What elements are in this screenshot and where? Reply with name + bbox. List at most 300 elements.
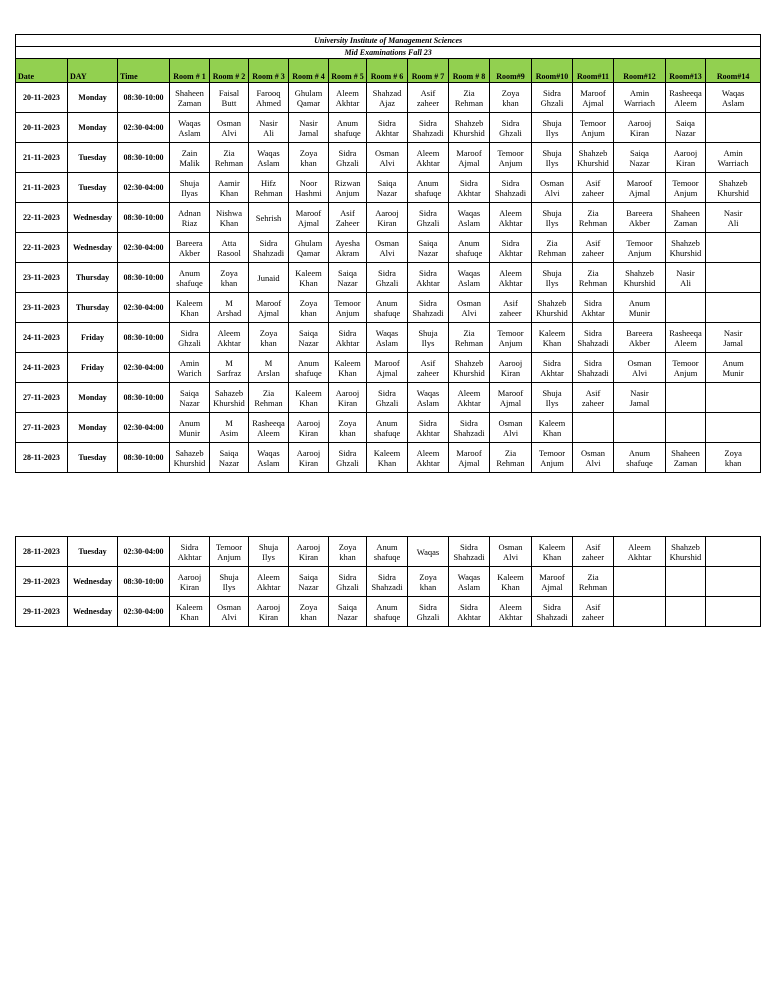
room-cell (289, 263, 329, 293)
table-row (16, 143, 761, 173)
invigilator-name: Aleem Akhtar (335, 87, 360, 108)
room-cell (573, 263, 614, 293)
room-cell (170, 567, 210, 597)
column-header: Room # 6 (367, 59, 408, 83)
room-cell (329, 233, 367, 263)
invigilator-name: Ghulam Qamar (294, 237, 323, 258)
invigilator-name: Sidra Shahzadi (412, 117, 444, 138)
invigilator-name: Aarooj Kiran (627, 117, 652, 138)
room-cell (449, 203, 490, 233)
room-cell (289, 383, 329, 413)
invigilator-name: Sidra Akhtar (457, 177, 481, 198)
room-cell (666, 597, 706, 627)
room-cell (614, 83, 666, 113)
invigilator-name: Sidra Shahzadi (577, 357, 609, 378)
time-cell: 02:30-04:00 (118, 173, 170, 203)
invigilator-name: Osman Alvi (498, 541, 523, 562)
room-cell (329, 353, 367, 383)
room-cell (408, 203, 449, 233)
room-cell (449, 323, 490, 353)
day-cell: Thursday (68, 263, 118, 293)
room-cell (249, 293, 289, 323)
room-cell (329, 413, 367, 443)
room-cell (614, 173, 666, 203)
invigilator-name: Sidra Shahzadi (371, 571, 403, 592)
date-cell: 28-11-2023 (16, 537, 68, 567)
invigilator-name: Aamir Khan (218, 177, 240, 198)
time-cell: 08:30-10:00 (118, 567, 170, 597)
room-cell (706, 173, 761, 203)
invigilator-name: Waqas Aslam (257, 447, 280, 468)
day-cell: Wednesday (68, 233, 118, 263)
room-cell (170, 233, 210, 263)
invigilator-name: Temoor Anjum (579, 117, 607, 138)
date-cell: 22-11-2023 (16, 203, 68, 233)
invigilator-name: Kaleem Khan (176, 601, 203, 622)
date-cell: 28-11-2023 (16, 443, 68, 473)
room-cell (367, 597, 408, 627)
room-cell (249, 323, 289, 353)
room-cell (666, 203, 706, 233)
room-cell (706, 233, 761, 263)
invigilator-name: Aleem Akhtar (498, 267, 523, 288)
invigilator-name: Maroof Ajmal (626, 177, 653, 198)
invigilator-name: Zia Rehman (578, 267, 608, 288)
room-cell (706, 83, 761, 113)
room-cell (490, 173, 532, 203)
room-cell (170, 353, 210, 383)
invigilator-name: Maroof Ajmal (295, 207, 322, 228)
room-cell (329, 143, 367, 173)
invigilator-name: Amin Warich (177, 357, 202, 378)
invigilator-name: Sidra Ghzali (336, 447, 359, 468)
invigilator-name: Sidra Shahzadi (577, 327, 609, 348)
room-cell (573, 233, 614, 263)
invigilator-name: Zia Rehman (214, 147, 244, 168)
invigilator-name: Sahazeb Khurshid (173, 447, 206, 468)
invigilator-name: Aleem Akhtar (217, 327, 241, 348)
invigilator-name: Nasir Ali (259, 117, 278, 138)
column-header: Room#10 (532, 59, 573, 83)
invigilator-name: Zia Rehman (578, 571, 608, 592)
room-cell (408, 443, 449, 473)
room-cell (490, 323, 532, 353)
invigilator-name: Aarooj Kiran (296, 447, 321, 468)
invigilator-name: Saiqa Nazar (629, 147, 650, 168)
time-cell: 02:30-04:00 (118, 413, 170, 443)
invigilator-name: Maroof Ajmal (580, 87, 606, 108)
room-cell (614, 263, 666, 293)
invigilator-name: Waqas (416, 546, 440, 557)
date-cell: 21-11-2023 (16, 143, 68, 173)
column-header: Date (16, 59, 68, 83)
invigilator-name: Anum shafuqe (455, 237, 483, 258)
room-cell (210, 353, 249, 383)
room-cell (706, 293, 761, 323)
room-cell (170, 263, 210, 293)
invigilator-name: Sidra Akhtar (581, 297, 605, 318)
invigilator-name: Bareera Akber (626, 327, 653, 348)
room-cell (367, 233, 408, 263)
invigilator-name: Amin Warriach (624, 87, 655, 108)
date-cell: 29-11-2023 (16, 567, 68, 597)
day-cell: Monday (68, 413, 118, 443)
invigilator-name: Shaheen Zaman (671, 207, 700, 228)
room-cell (532, 537, 573, 567)
room-cell (532, 567, 573, 597)
invigilator-name: Hifz Rehman (254, 177, 283, 198)
invigilator-name: Temoor Anjum (334, 297, 361, 318)
invigilator-name: Zia Rehman (578, 207, 608, 228)
time-cell: 02:30-04:00 (118, 353, 170, 383)
room-cell (289, 203, 329, 233)
room-cell (329, 83, 367, 113)
room-cell (408, 567, 449, 597)
invigilator-name: Ghulam Qamar (294, 87, 323, 108)
date-cell: 21-11-2023 (16, 173, 68, 203)
invigilator-name: Saiqa Nazar (376, 177, 398, 198)
room-cell (573, 597, 614, 627)
date-cell: 24-11-2023 (16, 323, 68, 353)
room-cell (367, 203, 408, 233)
invigilator-name: Waqas Aslam (457, 571, 481, 592)
room-cell (329, 113, 367, 143)
room-cell (449, 233, 490, 263)
table-row (16, 113, 761, 143)
room-cell (367, 383, 408, 413)
invigilator-name: Rizwan Anjum (334, 177, 361, 198)
room-cell (573, 83, 614, 113)
time-cell: 08:30-10:00 (118, 143, 170, 173)
invigilator-name: Asif zaheer (416, 357, 440, 378)
room-cell (210, 293, 249, 323)
invigilator-name: Asif zaheer (581, 387, 605, 408)
invigilator-name: Zoya khan (724, 447, 742, 468)
invigilator-name: Zia Rehman (254, 387, 283, 408)
invigilator-name: Waqas Aslam (416, 387, 440, 408)
room-cell (449, 143, 490, 173)
invigilator-name: Shahzeb Khurshid (669, 541, 702, 562)
invigilator-name: Zain Malik (179, 147, 200, 168)
invigilator-name: Anum shafuqe (373, 417, 401, 438)
time-cell: 02:30-04:00 (118, 113, 170, 143)
invigilator-name: Sidra Akhtar (177, 541, 202, 562)
invigilator-name: Shuja Ilys (542, 117, 562, 138)
invigilator-name: Sidra Akhtar (375, 117, 399, 138)
room-cell (490, 83, 532, 113)
invigilator-name: Sidra Ghzali (336, 571, 359, 592)
room-cell (367, 83, 408, 113)
time-cell: 08:30-10:00 (118, 443, 170, 473)
invigilator-name: M Arshad (216, 297, 242, 318)
room-cell (573, 353, 614, 383)
time-cell: 08:30-10:00 (118, 83, 170, 113)
invigilator-name: Saiqa Nazar (675, 117, 696, 138)
room-cell (170, 323, 210, 353)
invigilator-name: Rasheeqa Aleem (669, 87, 702, 108)
date-cell: 27-11-2023 (16, 413, 68, 443)
room-cell (532, 323, 573, 353)
room-cell (490, 413, 532, 443)
room-cell (666, 413, 706, 443)
invigilator-name: M Asim (219, 417, 239, 438)
subtitle-row (16, 47, 761, 59)
room-cell (408, 83, 449, 113)
room-cell (614, 383, 666, 413)
day-cell: Tuesday (68, 143, 118, 173)
invigilator-name: Asif zaheer (416, 87, 440, 108)
invigilator-name: Sidra Shahzadi (412, 297, 444, 318)
room-cell (706, 323, 761, 353)
room-cell (532, 113, 573, 143)
room-cell (289, 113, 329, 143)
invigilator-name: Kaleem Khan (295, 387, 322, 408)
room-cell (289, 323, 329, 353)
column-header: Room # 5 (329, 59, 367, 83)
invigilator-name: Nasir Ali (676, 267, 695, 288)
invigilator-name: Zoya khan (338, 417, 357, 438)
day-cell: Thursday (68, 293, 118, 323)
room-cell (408, 143, 449, 173)
invigilator-name: Zia Rehman (537, 237, 567, 258)
invigilator-name: Adnan Riaz (178, 207, 201, 228)
room-cell (614, 233, 666, 263)
invigilator-name: Asif zaheer (581, 541, 605, 562)
room-cell (573, 323, 614, 353)
room-cell (249, 413, 289, 443)
room-cell (367, 113, 408, 143)
invigilator-name: Junaid (257, 272, 280, 283)
room-cell (573, 413, 614, 443)
table-row (16, 383, 761, 413)
room-cell (490, 113, 532, 143)
invigilator-name: Sidra Shahzadi (453, 541, 485, 562)
schedule-body-continued (16, 537, 761, 627)
day-cell: Tuesday (68, 443, 118, 473)
invigilator-name: Maroof Ajmal (255, 297, 282, 318)
invigilator-name: Kaleem Khan (334, 357, 361, 378)
room-cell (614, 567, 666, 597)
room-cell (329, 597, 367, 627)
room-cell (367, 323, 408, 353)
invigilator-name: Kaleem Khan (497, 571, 524, 592)
room-cell (249, 173, 289, 203)
invigilator-name: Sidra Akhtar (416, 417, 440, 438)
invigilator-name: Temoor Anjum (626, 237, 653, 258)
invigilator-name: Maroof Ajmal (539, 571, 565, 592)
day-cell: Monday (68, 383, 118, 413)
room-cell (367, 173, 408, 203)
invigilator-name: Faisal Butt (218, 87, 240, 108)
room-cell (289, 413, 329, 443)
room-cell (573, 143, 614, 173)
room-cell (170, 413, 210, 443)
room-cell (614, 293, 666, 323)
exam-subtitle: Mid Examinations Fall 23 (16, 47, 761, 59)
table-row (16, 293, 761, 323)
room-cell (289, 83, 329, 113)
room-cell (289, 233, 329, 263)
time-cell: 08:30-10:00 (118, 203, 170, 233)
time-cell: 08:30-10:00 (118, 263, 170, 293)
invigilator-name: Maroof Ajmal (456, 147, 482, 168)
invigilator-name: Sidra Akhtar (498, 237, 523, 258)
room-cell (449, 293, 490, 323)
room-cell (210, 443, 249, 473)
invigilator-name: Zoya khan (299, 147, 318, 168)
room-cell (289, 353, 329, 383)
room-cell (449, 443, 490, 473)
table-row (16, 83, 761, 113)
room-cell (573, 383, 614, 413)
room-cell (490, 233, 532, 263)
room-cell (408, 293, 449, 323)
day-cell: Tuesday (68, 173, 118, 203)
invigilator-name: M Arslan (257, 357, 280, 378)
invigilator-name: Temoor Anjum (672, 177, 699, 198)
table-row (16, 413, 761, 443)
invigilator-name: Saiqa Nazar (218, 447, 240, 468)
invigilator-name: Sahazeb Khurshid (213, 387, 245, 408)
invigilator-name: Zoya khan (299, 297, 318, 318)
room-cell (706, 383, 761, 413)
room-cell (490, 537, 532, 567)
date-cell: 23-11-2023 (16, 293, 68, 323)
room-cell (249, 143, 289, 173)
room-cell (449, 383, 490, 413)
time-cell: 08:30-10:00 (118, 323, 170, 353)
invigilator-name: Saiqa Nazar (337, 601, 358, 622)
room-cell (408, 353, 449, 383)
room-cell (249, 263, 289, 293)
room-cell (170, 597, 210, 627)
room-cell (210, 323, 249, 353)
room-cell (329, 293, 367, 323)
exam-schedule-table (15, 34, 761, 473)
room-cell (329, 173, 367, 203)
invigilator-name: Osman Alvi (216, 601, 242, 622)
table-row (16, 203, 761, 233)
room-cell (329, 323, 367, 353)
room-cell (532, 263, 573, 293)
invigilator-name: Zoya khan (501, 87, 520, 108)
room-cell (532, 353, 573, 383)
room-cell (666, 443, 706, 473)
invigilator-name: Kaleem Khan (176, 297, 203, 318)
invigilator-name: Maroof Ajmal (497, 387, 524, 408)
table-row (16, 443, 761, 473)
room-cell (170, 203, 210, 233)
invigilator-name: Kaleem Khan (538, 327, 566, 348)
invigilator-name: Ayesha Akram (335, 237, 360, 258)
invigilator-name: Anum shafuqe (295, 357, 322, 378)
room-cell (210, 83, 249, 113)
room-cell (532, 383, 573, 413)
room-cell (666, 323, 706, 353)
room-cell (706, 203, 761, 233)
invigilator-name: Sidra Ghzali (416, 207, 440, 228)
invigilator-name: Sidra Ghzali (416, 601, 440, 622)
room-cell (449, 113, 490, 143)
invigilator-name: Zia Rehman (496, 447, 525, 468)
invigilator-name: Bareera Akber (626, 207, 653, 228)
invigilator-name: Kaleem Khan (295, 267, 322, 288)
column-header: DAY (68, 59, 118, 83)
room-cell (249, 443, 289, 473)
invigilator-name: Maroof Ajmal (374, 357, 400, 378)
room-cell (367, 567, 408, 597)
room-cell (706, 263, 761, 293)
room-cell (666, 537, 706, 567)
day-cell: Wednesday (68, 597, 118, 627)
room-cell (706, 567, 761, 597)
day-cell: Tuesday (68, 537, 118, 567)
invigilator-name: Sidra Akhtar (540, 357, 564, 378)
invigilator-name: Aleem Akhtar (416, 147, 440, 168)
schedule-body (16, 83, 761, 473)
invigilator-name: Shaheen Zaman (175, 87, 204, 108)
invigilator-name: Sidra Akhtar (416, 267, 440, 288)
room-cell (706, 113, 761, 143)
invigilator-name: Asif zaheer (581, 601, 605, 622)
invigilator-name: Asif Zaheer (335, 207, 360, 228)
invigilator-name: Shuja Ilys (542, 147, 562, 168)
room-cell (666, 263, 706, 293)
room-cell (289, 443, 329, 473)
invigilator-name: Temoor Anjum (497, 147, 524, 168)
room-cell (490, 353, 532, 383)
room-cell (289, 293, 329, 323)
invigilator-name: Zoya khan (299, 601, 318, 622)
invigilator-name: Shaheen Zaman (671, 447, 700, 468)
room-cell (170, 443, 210, 473)
room-cell (573, 537, 614, 567)
invigilator-name: Saiqa Nazar (337, 267, 358, 288)
invigilator-name: Sidra Shahzadi (494, 177, 527, 198)
room-cell (490, 567, 532, 597)
room-cell (532, 293, 573, 323)
invigilator-name: Anum Munir (628, 297, 651, 318)
invigilator-name: Noor Hashmi (295, 177, 322, 198)
invigilator-name: Anum shafuqe (626, 447, 653, 468)
room-cell (210, 597, 249, 627)
invigilator-name: Osman Alvi (456, 297, 482, 318)
invigilator-name: Waqas Aslam (457, 207, 481, 228)
invigilator-name: Sidra Ghzali (375, 387, 399, 408)
invigilator-name: Aarooj Kiran (256, 601, 281, 622)
invigilator-name: Aarooj Kiran (673, 147, 698, 168)
invigilator-name: Shahzeb Khurshid (623, 267, 656, 288)
time-cell: 02:30-04:00 (118, 597, 170, 627)
room-cell (408, 113, 449, 143)
invigilator-name: Shahzad Ajaz (372, 87, 402, 108)
room-cell (249, 537, 289, 567)
invigilator-name: Aleem Akhtar (498, 601, 523, 622)
invigilator-name: Aleem Akhtar (457, 387, 481, 408)
room-cell (532, 173, 573, 203)
invigilator-name: Temoor Anjum (538, 447, 566, 468)
invigilator-name: Anum shafuqe (373, 541, 401, 562)
room-cell (408, 383, 449, 413)
invigilator-name: Anum Munir (722, 357, 744, 378)
column-header: Room # 8 (449, 59, 490, 83)
room-cell (573, 113, 614, 143)
exam-schedule-table-continued (15, 536, 761, 627)
room-cell (210, 383, 249, 413)
room-cell (210, 173, 249, 203)
invigilator-name: Saiqa Nazar (417, 237, 439, 258)
invigilator-name: Sidra Ghzali (540, 87, 564, 108)
